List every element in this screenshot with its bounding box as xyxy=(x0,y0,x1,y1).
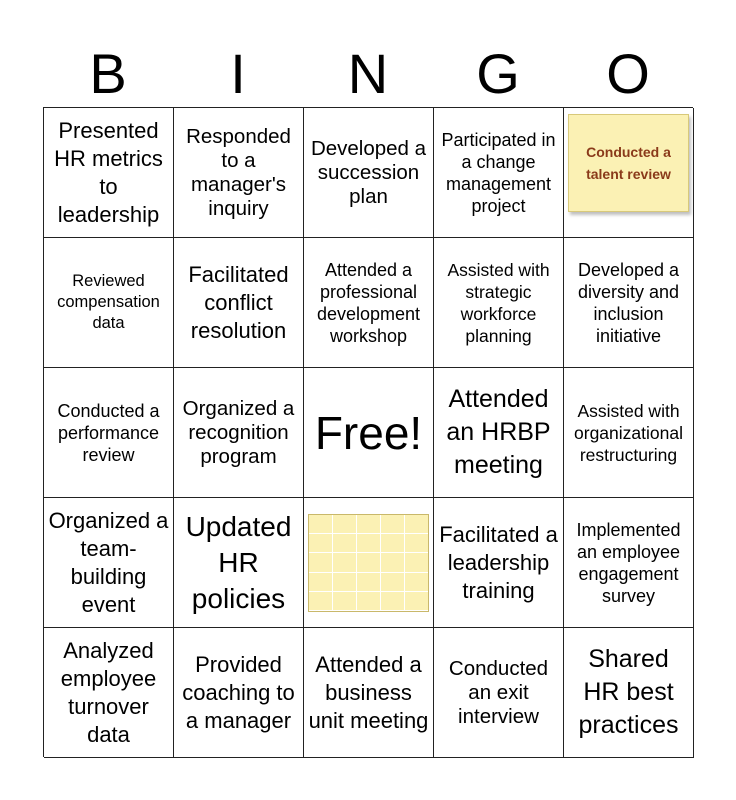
free-space-cell[interactable]: Free! xyxy=(304,368,434,498)
bingo-cell[interactable]: Attended a business unit meeting xyxy=(304,628,434,758)
bingo-cell[interactable]: Analyzed employee turnover data xyxy=(44,628,174,758)
bingo-cell[interactable]: Provided coaching to a manager xyxy=(174,628,304,758)
header-letter-g: G xyxy=(476,42,520,105)
bingo-cell[interactable]: Responded to a manager's inquiry xyxy=(174,108,304,238)
bingo-cell[interactable]: Facilitated conflict resolution xyxy=(174,238,304,368)
bingo-cell[interactable]: Assisted with organizational restructuring xyxy=(564,368,694,498)
bingo-cell[interactable]: Developed a succession plan xyxy=(304,108,434,238)
bingo-cell[interactable]: Organized a recognition program xyxy=(174,368,304,498)
bingo-card xyxy=(43,107,693,757)
bingo-cell[interactable]: Assisted with strategic workforce planning xyxy=(434,238,564,368)
bingo-cell[interactable]: Shared HR best practices xyxy=(564,628,694,758)
bingo-cell[interactable]: Attended an HRBP meeting xyxy=(434,368,564,498)
bingo-cell[interactable]: Implemented an employee engagement survey xyxy=(564,498,694,628)
header-letter-i: I xyxy=(230,42,246,105)
bingo-cell[interactable]: Conducted an exit interview xyxy=(434,628,564,758)
bingo-cell[interactable]: Updated HR policies xyxy=(174,498,304,628)
header-letter-b: B xyxy=(89,42,127,105)
bingo-cell[interactable]: Developed a diversity and inclusion initiative xyxy=(564,238,694,368)
bingo-cell[interactable]: Participated in a change management project xyxy=(434,108,564,238)
mini-bingo-card-image xyxy=(308,514,429,612)
bingo-cell[interactable] xyxy=(304,498,434,628)
bingo-cell[interactable] xyxy=(564,108,694,238)
bingo-cell[interactable]: Reviewed compensation data xyxy=(44,238,174,368)
bingo-cell[interactable]: Attended a professional development workshop xyxy=(304,238,434,368)
sticky-note-image: Conducted a talent review xyxy=(568,114,689,212)
header-letter-o: O xyxy=(606,42,650,105)
bingo-cell[interactable]: Facilitated a leadership training xyxy=(434,498,564,628)
bingo-cell[interactable]: Conducted a performance review xyxy=(44,368,174,498)
header-letter-n: N xyxy=(347,42,389,105)
bingo-cell[interactable]: Organized a team-building event xyxy=(44,498,174,628)
bingo-header xyxy=(43,42,693,106)
bingo-cell[interactable]: Presented HR metrics to leadership xyxy=(44,108,174,238)
